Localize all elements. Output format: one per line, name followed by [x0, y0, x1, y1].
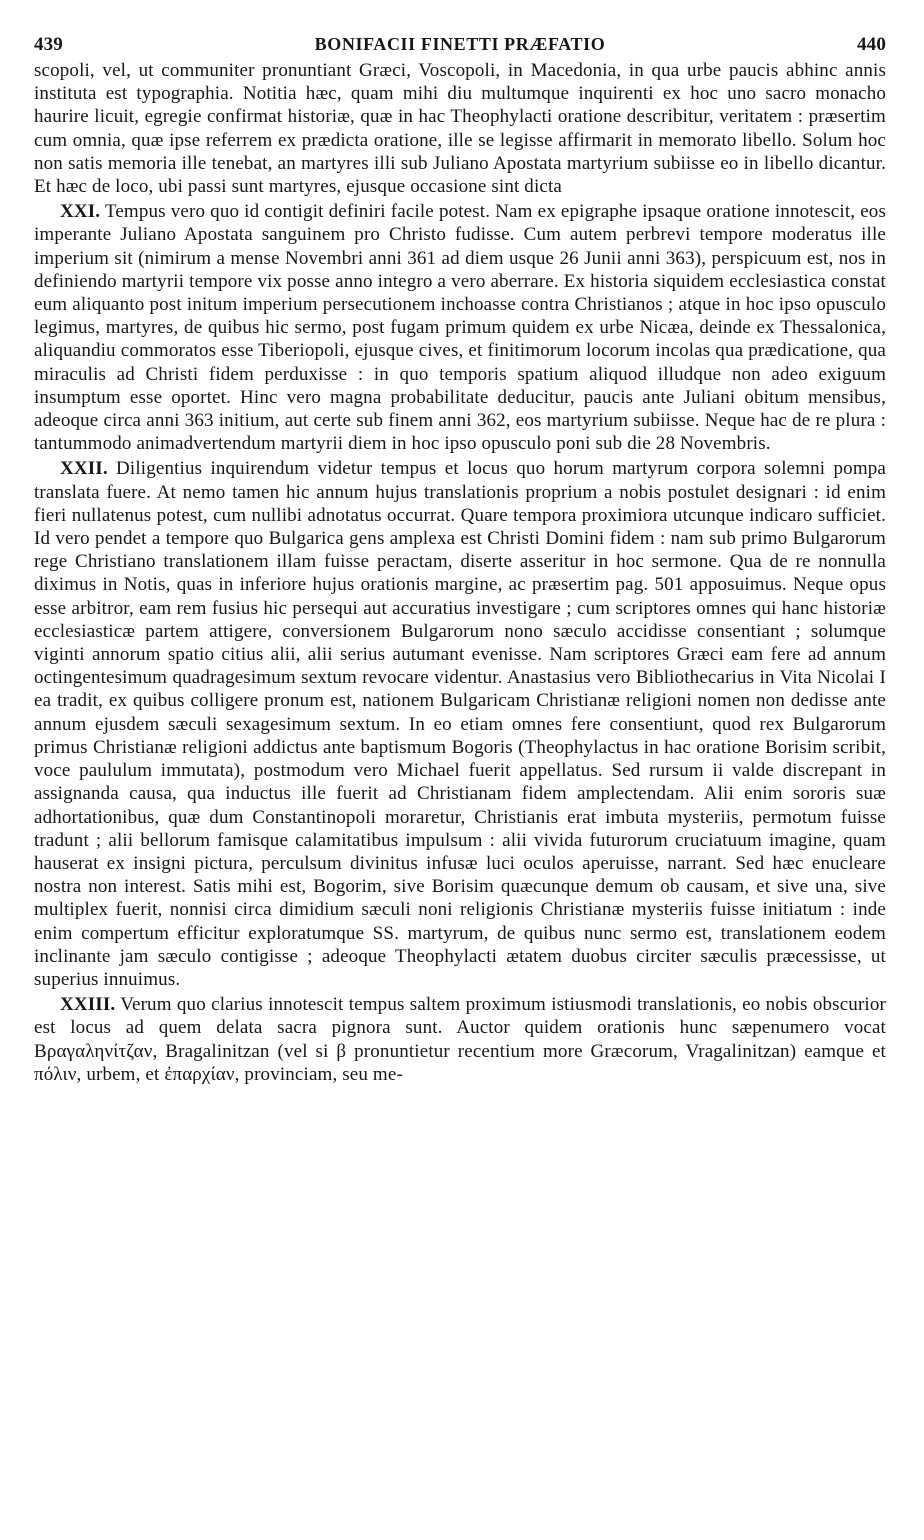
paragraph-text: Tempus vero quo id contigit definiri facile potest. Nam ex epigraphe ipsaque oratione innotescit, eos imperante Juliano Apostata sanguinem pro Christo fudisse. Cum autem perbrevi tempore moderatus ille imperium sit (nimirum a mense Novembri anni 361 ad diem usque 26 Junii anni 363), perspicuum est, nos in definiendo martyrii tempore vix posse anno integro a vero aberrare. Ex historia siquidem ecclesiastica constat eum aliquanto post initum imperium persecutionem inchoasse contra Christianos ; atque in hoc ipso opusculo legimus, martyres, de quibus hic sermo, post fugam primum quidem ex urbe Nicæa, deinde ex Thessalonica, aliquandiu commoratos esse Tiberiopoli, ejusque cives, et finitimorum locorum incolas qua prædicatione, qua miraculis ad Christi fidem perduxisse : in quo temporis spatium aliquod illudque non adeo exiguum insumptum esse oportet. Hinc vero magna probabilitate deducitur, paucis ante Juliani obitum mensibus, adeoque circa anni 363 initium, aut certe sub finem anni 362, eos martyrium subiisse. Neque hac de re plura : tantummodo animadvertendum martyrii diem in hoc ipso opusculo poni sub die 28 Novembris. — [34, 201, 886, 455]
paragraph-xxiii — [34, 993, 886, 1086]
paragraph-text: scopoli, vel, ut communiter pronuntiant Græci, Voscopoli, in Macedonia, in qua urbe paucis abhinc annis instituta est typographia. Notitia hæc, quam mihi diu multumque inquirenti ex hoc uno sacro monacho haurire licuit, egregie confirmat historiæ, quæ in hac Theophylacti oratione describitur, veritatem : præsertim cum omnia, quæ ipse referrem ex prædicta oratione, ille se legisse affirmarit in memorato libello. Solum hoc non satis memoria ille tenebat, an martyres illi sub Juliano Apostata martyrium subiisse eo in libello dicantur. Et hæc de loco, ubi passi sunt martyres, ejusque occasione sint dicta — [34, 60, 886, 198]
body-text — [34, 59, 886, 1086]
running-header — [34, 32, 886, 57]
page-number-left: 439 — [34, 34, 63, 55]
section-number: XXIII. — [60, 994, 116, 1016]
running-title: BONIFACII FINETTI PRÆFATIO — [314, 34, 606, 54]
paragraph-text: Diligentius inquirendum videtur tempus et locus quo horum martyrum corpora solemni pompa translata fuere. At nemo tamen hic annum hujus translationis proprium a nobis postulet designari : id enim fieri nullatenus potest, cum nullibi adnotatus occurrat. Quare tempora proximiora utcunque indicaro sufficiet. Id vero pendet a tempore quo Bulgarica gens amplexa est Christi Domini fidem : nam sub primo Bulgarorum rege Christiano translationem illam fuisse peractam, diserte asseritur in hoc sermone. Qua de re nonnulla diximus in Notis, quas in inferiore hujus orationis margine, ac præsertim pag. 501 apposuimus. Neque opus esse arbitror, eam rem fusius hic persequi aut accuratius investigare ; cum scriptores omnes qui hanc historiæ ecclesiasticæ partem attigere, conversionem Bulgarorum nono sæculo accidisse consentiant ; solumque viginti annorum spatio citius alii, alii serius autumant evenisse. Nam scriptores Græci eam fere ad annum octingentesimum quadragesimum sextum revocare videntur. Anastasius vero Bibliothecarius in Vita Nicolai I ea tradit, ex quibus colligere pronum est, nationem Bulgaricam Christianæ religioni nomen non dedisse ante annum ejusdem sæculi sexagesimum sextum. In eo etiam omnes fere consentiunt, quod rex Bulgarorum primus Christianæ religioni addictus ante baptismum Bogoris (Theophylactus in hac oratione Borisim scribit, voce paululum immutata), postmodum vero Michael fuerit appellatus. Sed rursum ii valde discrepant in assignanda causa, qua inductus ille fuerit ad Christianam fidem amplectendam. Alii enim sororis suæ adhortationibus, quæ dum Constantinopoli moraretur, Christianis erat imbuta mysteriis, permotum fuisse tradunt ; alii bellorum famisque calamitatibus impulsum : alii vivida futurorum cruciatuum imagine, quam hauserat ex insigni pictura, perculsum divinitus infusæ luci oculos aperuisse, narrant. Sed hæc enucleare nostra non interest. Satis mihi est, Bogorim, sive Borisim quæcunque demum ob causam, et sive una, sive multiplex fuerit, nonnisi circa dimidium sæculi noni religionis Christianæ mysteriis fuisse initiatum : inde enim compertum efficitur exploratumque SS. martyrum, de quibus nunc sermo est, translationem eodem inclinante jam sæculo contigisse ; adeoque Theophylacti ætatem duobus circiter sæculis præcessisse, ut superius innuimus. — [34, 458, 886, 990]
paragraph-xxi — [34, 200, 886, 455]
page-number-right: 440 — [857, 34, 886, 55]
paragraph-text: Verum quo clarius innotescit tempus saltem proximum istiusmodi translationis, eo nobis obscurior est locus ad quem delata sacra pignora sunt. Auctor quidem orationis hunc sæpenumero vocat Βραγαληνίτζαν, Bragalinitzan (vel si β pronuntietur recentium more Græcorum, Vragalinitzan) eamque et πόλιν, urbem, et ἐπαρχίαν, provinciam, seu me- — [34, 994, 886, 1085]
section-number: XXII. — [60, 458, 108, 480]
section-number: XXI. — [60, 201, 101, 223]
paragraph-continuation — [34, 59, 886, 198]
paragraph-xxii — [34, 457, 886, 991]
